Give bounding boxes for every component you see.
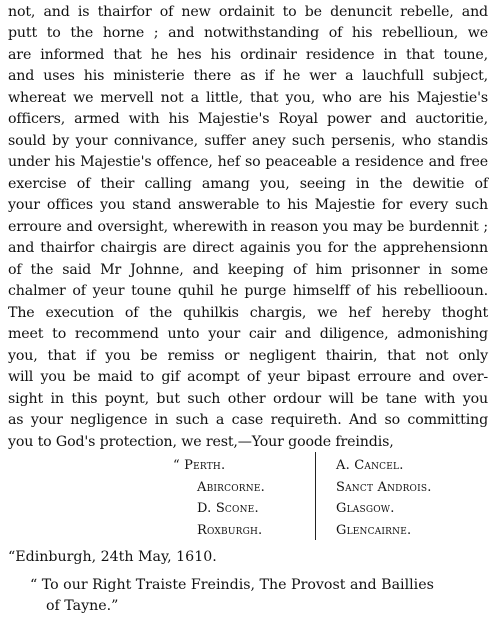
body-line: not, and is thairfor of new ordainit to be denuncit rebelle, and [8, 4, 488, 20]
body-line: sight in this poynt, but such other ordour will be tane with you [8, 391, 488, 407]
body-line: erroure and oversight, wherewith in reason you may be burdennit ; [8, 219, 488, 235]
address-line: “ To our Right Traiste Freindis, The Provost and Baillies [30, 577, 434, 593]
signature-name: Glasgow. [336, 501, 395, 516]
signature-divider [315, 452, 316, 540]
dateline: “Edinburgh, 24th May, 1610. [8, 549, 217, 565]
signature-name: A. Cancel. [336, 458, 404, 473]
signature-name: Glencairne. [336, 523, 412, 538]
body-line: your offices you stand answerable to his Majestie for every such [8, 197, 488, 213]
body-line: under his Majestie's offence, hef so peaceable a residence and free [8, 154, 488, 170]
body-line: exercise of their calling amang you, seeing in the dewitie of [8, 176, 488, 192]
signature-name: D. Scone. [197, 501, 259, 516]
body-line: chalmer of yeur toune quhil he purge himselff of his rebelliooun. [8, 283, 488, 299]
body-line: and uses his ministerie there as if he wer a lauchfull subject, [8, 68, 488, 84]
body-line: sould by your connivance, suffer aney such persenis, who standis [8, 133, 488, 149]
signature-name: Abircorne. [197, 480, 265, 495]
signature-name: Sanct Androis. [336, 480, 432, 495]
body-line: are informed that he hes his ordinair residence in that toune, [8, 47, 488, 63]
body-line: of the said Mr Johnne, and keeping of him prisonner in some [8, 262, 488, 278]
body-line: putt to the horne ; and notwithstanding of his rebellioun, we [8, 25, 488, 41]
body-line: officers, armed with his Majestie's Royal power and auctoritie, [8, 111, 488, 127]
body-line: will you be maid to gif acompt of yeur bipast erroure and over- [8, 369, 488, 385]
signature-name: Roxburgh. [197, 523, 263, 538]
body-line: as your negligence in such a case requireth. And so committing [8, 412, 488, 428]
body-line: whereat we mervell not a little, that you, who are his Majestie's [8, 90, 488, 106]
body-line: The execution of the quhilkis chargis, we hef hereby thoght [8, 305, 488, 321]
signature-name: “ Perth. [173, 458, 226, 473]
body-line: you, that if you be remiss or negligent thairin, that not only [8, 348, 488, 364]
body-line: and thairfor chairgis are direct againis you for the apprehensionn [8, 240, 488, 256]
body-line: you to God's protection, we rest,—Your goode freindis, [8, 434, 394, 450]
address-line: of Tayne.” [46, 598, 119, 614]
body-line: meet to recommend unto your cair and diligence, admonishing [8, 326, 488, 342]
